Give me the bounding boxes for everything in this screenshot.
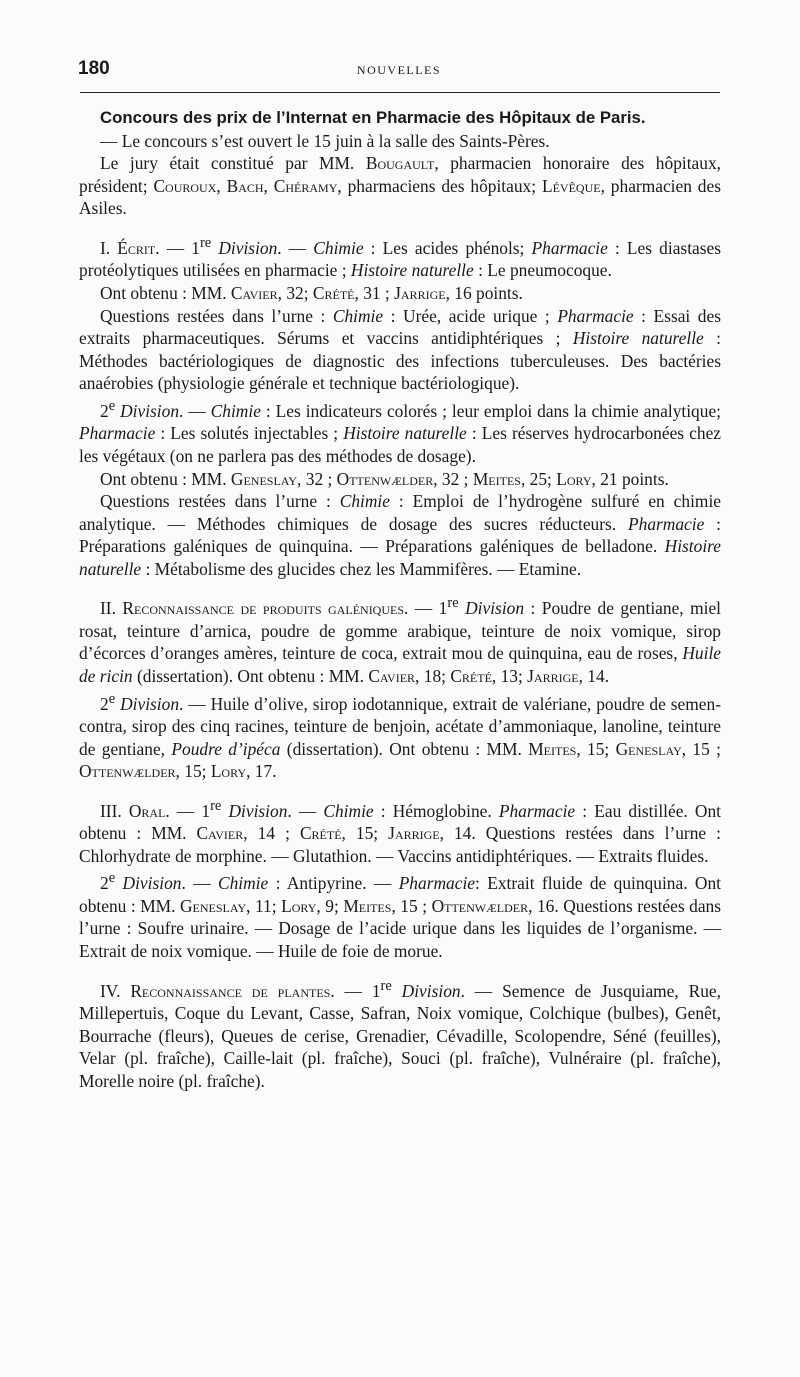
header-rule (80, 92, 720, 93)
paragraph-reconnaissance-plantes: IV. Reconnaissance de plantes. — 1re Division. — Semence de Jusquiame, Rue, Millepertuis, Coque du Levant, Casse, Safran, Noix vomique, Colchique (bulbes), Genêt, Bourrache (fleurs), Queues de cerise, Grenadier, Cévadille, Scolopendre, Séné (feuilles), Velar (pl. fraîche), Caille-lait (pl. fraîche), Souci (pl. fraîche), Vulnéraire (pl. fraîche), Morelle noire (pl. fraîche). (79, 977, 721, 1091)
paragraph-ecrit-div1-results: Ont obtenu : MM. Cavier, 32; Crété, 31 ; Jarrige, 16 points. (100, 282, 523, 303)
paragraph-ecrit-div2: 2e Division. — Chimie : Les indicateurs colorés ; leur emploi dans la chimie analytique; Pharmacie : Les solutés injectables ; Histoire naturelle : Les réserves hydrocarbonées chez les végétaux (on ne parlera pas des méthodes de dosage). (79, 397, 722, 466)
paragraph-ecrit-div2-urne: Questions restées dans l’urne : Chimie : Emploi de l’hydrogène sulfuré en chimie analytique. — Méthodes chimiques de dosage des sucres réducteurs. Pharmacie : Préparations galéniques de quinquina. — Préparations galéniques de belladone. Histoire naturelle : Métabolisme des glucides chez les Mammifères. — Etamine. (79, 491, 721, 579)
paragraph-ecrit-div1: I. Écrit. — 1re Division. — Chimie : Les acides phénols; Pharmacie : Les diastases protéolytiques utilisées en pharmacie ; Histoire naturelle : Le pneumocoque. (79, 234, 721, 281)
paragraph-ecrit-div2-results: Ont obtenu : MM. Geneslay, 32 ; Ottenwælder, 32 ; Meites, 25; Lory, 21 points. (100, 468, 669, 489)
paragraph-reconnaissance-produits-div2: 2e Division. — Huile d’olive, sirop iodotannique, extrait de valériane, poudre de semen-contra, sirop des cinq racines, teinture de benjoin, acétate d’ammoniaque, lanoline, teinture de gentiane, Poudre d’ipéca (dissertation). Ont obtenu : MM. Meites, 15; Geneslay, 15 ; Ottenwælder, 15; Lory, 17. (79, 690, 722, 782)
paragraph-ecrit-div1-urne: Questions restées dans l’urne : Chimie : Urée, acide urique ; Pharmacie : Essai des extraits pharmaceutiques. Sérums et vaccins antidiphtériques ; Histoire naturelle : Méthodes bactériologiques de diagnostic des infections tuberculeuses. Des bactéries anaérobies (physiologie générale et technique bactériologique). (79, 305, 721, 394)
page-header (78, 58, 720, 86)
article-body (79, 107, 721, 1092)
paragraph-opening: — Le concours s’est ouvert le 15 juin à la salle des Saints-Pères. (100, 130, 550, 151)
paragraph-reconnaissance-produits-div1: II. Reconnaissance de produits galéniques. — 1re Division : Poudre de gentiane, miel rosat, teinture d’arnica, poudre de gomme arabique, teinture de noix vomique, sirop d’écorces d’oranges amères, teinture de coca, extrait mou de quinquina, eau de roses, Huile de ricin (dissertation). Ont obtenu : MM. Cavier, 18; Crété, 13; Jarrige, 14. (79, 595, 721, 687)
article-title: Concours des prix de l’Internat en Pharmacie des Hôpitaux de Paris. (100, 108, 646, 127)
paragraph-oral-div1: III. Oral. — 1re Division. — Chimie : Hémoglobine. Pharmacie : Eau distillée. Ont obtenu : MM. Cavier, 14 ; Crété, 15; Jarrige, 14. Questions restées dans l’urne : Chlorhydrate de morphine. — Glutathion. — Vaccins antidiphtériques. — Extraits fluides. (79, 797, 721, 866)
paragraph-jury: Le jury était constitué par MM. Bougault, pharmacien honoraire des hôpitaux, président; Couroux, Bach, Chéramy, pharmaciens des hôpitaux; Lévêque, pharmacien des Asiles. (79, 153, 722, 219)
page-number: 180 (78, 58, 110, 79)
paragraph-oral-div2: 2e Division. — Chimie : Antipyrine. — Pharmacie: Extrait fluide de quinquina. Ont obtenu : MM. Geneslay, 11; Lory, 9; Meites, 15 ; Ottenwælder, 16. Questions restées dans l’urne : Soufre urinaire. — Dosage de l’acide urique dans les liquides de l’organisme. — Extrait de noix vomique. — Huile de foie de morue. (79, 870, 722, 961)
running-title: NOUVELLES (356, 63, 442, 77)
